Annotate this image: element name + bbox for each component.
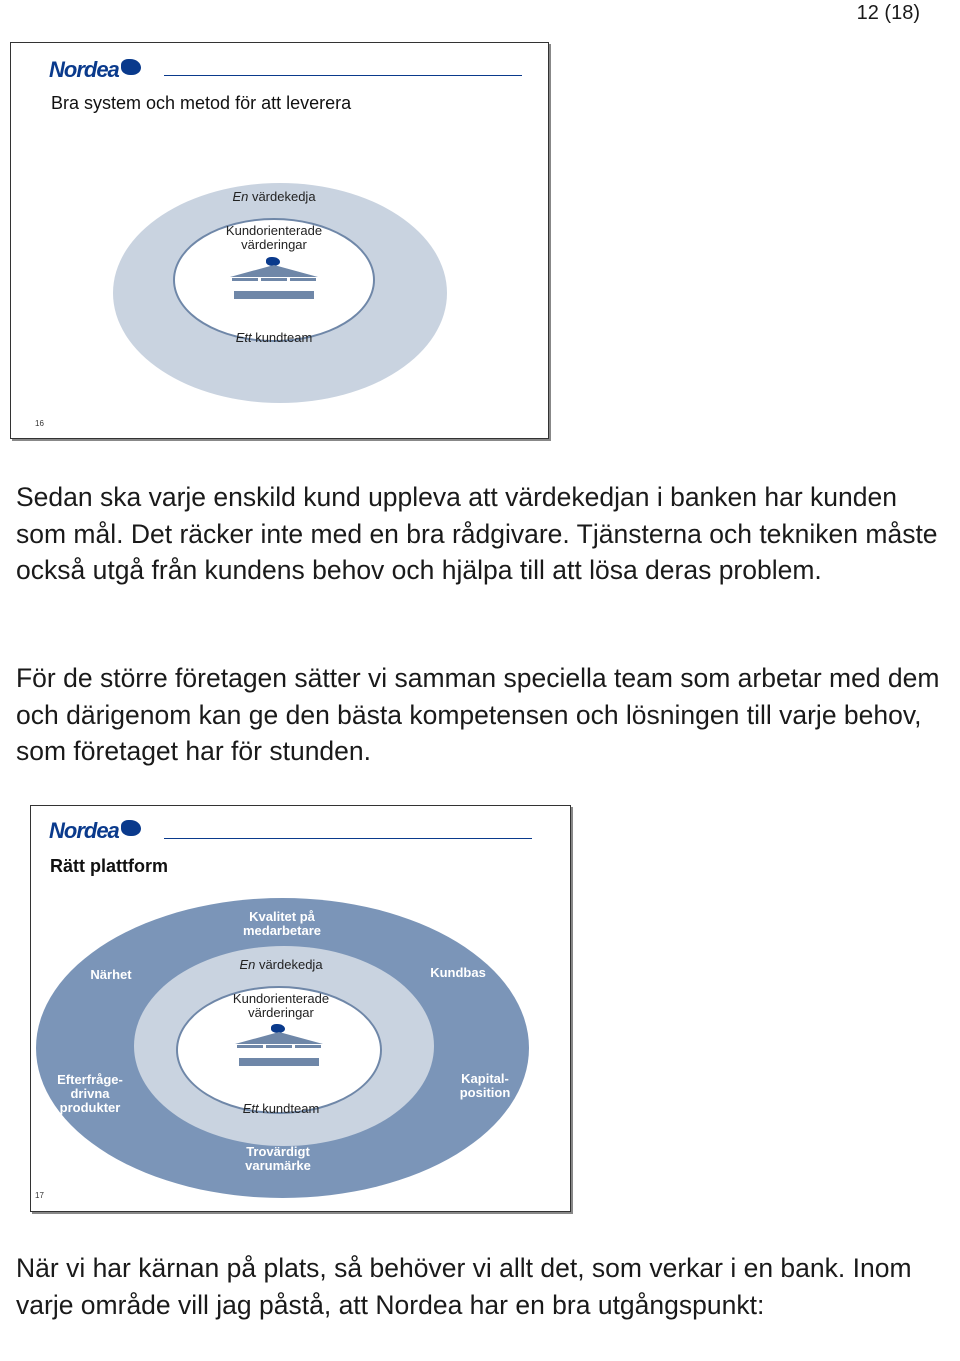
header-rule	[164, 75, 522, 76]
outer-label-brand: Trovärdigt varumärke	[245, 1144, 311, 1173]
team-label: Ett kundteam	[242, 1101, 320, 1116]
values-label: Kundorienterade värderingar	[225, 223, 323, 252]
outer-label-customer-base: Kundbas	[430, 965, 486, 980]
value-chain-label: En värdekedja	[239, 957, 323, 972]
outer-label-demand-products: Efterfråge- drivna produkter	[57, 1072, 123, 1115]
logo-mark-icon	[121, 59, 141, 75]
team-label: Ett kundteam	[235, 330, 313, 345]
outer-label-quality: Kvalitet på medarbetare	[242, 909, 322, 938]
header-rule	[164, 838, 532, 839]
logo-mark-icon	[121, 820, 141, 836]
nordea-logo	[49, 818, 141, 844]
value-chain-label: En värdekedja	[232, 189, 316, 204]
slide-number: 17	[35, 1191, 44, 1200]
paragraph-2: För de större företagen sätter vi samman speciella team som arbetar med dem och därigenom kan ge den bästa kompetensen och lösningen till varje behov, som företaget har för stunden.	[16, 663, 940, 766]
house-diagram-icon	[235, 1032, 323, 1068]
nordea-logo	[49, 57, 141, 83]
slide-17	[30, 805, 571, 1212]
slide-title: Rätt plattform	[50, 856, 168, 876]
house-diagram-icon	[230, 265, 318, 301]
paragraph-1: Sedan ska varje enskild kund uppleva att värdekedjan i banken har kunden som mål. Det räcker inte med en bra rådgivare. Tjänsterna och tekniken måste också utgå från kundens behov och hjälpa till att lösa deras problem.	[16, 482, 938, 585]
slide-16	[10, 42, 549, 439]
logo-text: Nordea	[49, 818, 119, 843]
slide-title: Bra system och metod för att leverera	[51, 93, 352, 113]
slide-number: 16	[35, 419, 44, 428]
values-label: Kundorienterade värderingar	[232, 991, 330, 1020]
paragraph-3: När vi har kärnan på plats, så behöver vi allt det, som verkar i en bank. Inom varje område vill jag påstå, att Nordea har en bra utgångspunkt:	[16, 1253, 912, 1320]
outer-label-proximity: Närhet	[90, 967, 132, 982]
outer-label-capital: Kapital- position	[459, 1071, 511, 1100]
page-number: 12 (18)	[856, 2, 920, 24]
logo-text: Nordea	[49, 57, 119, 82]
